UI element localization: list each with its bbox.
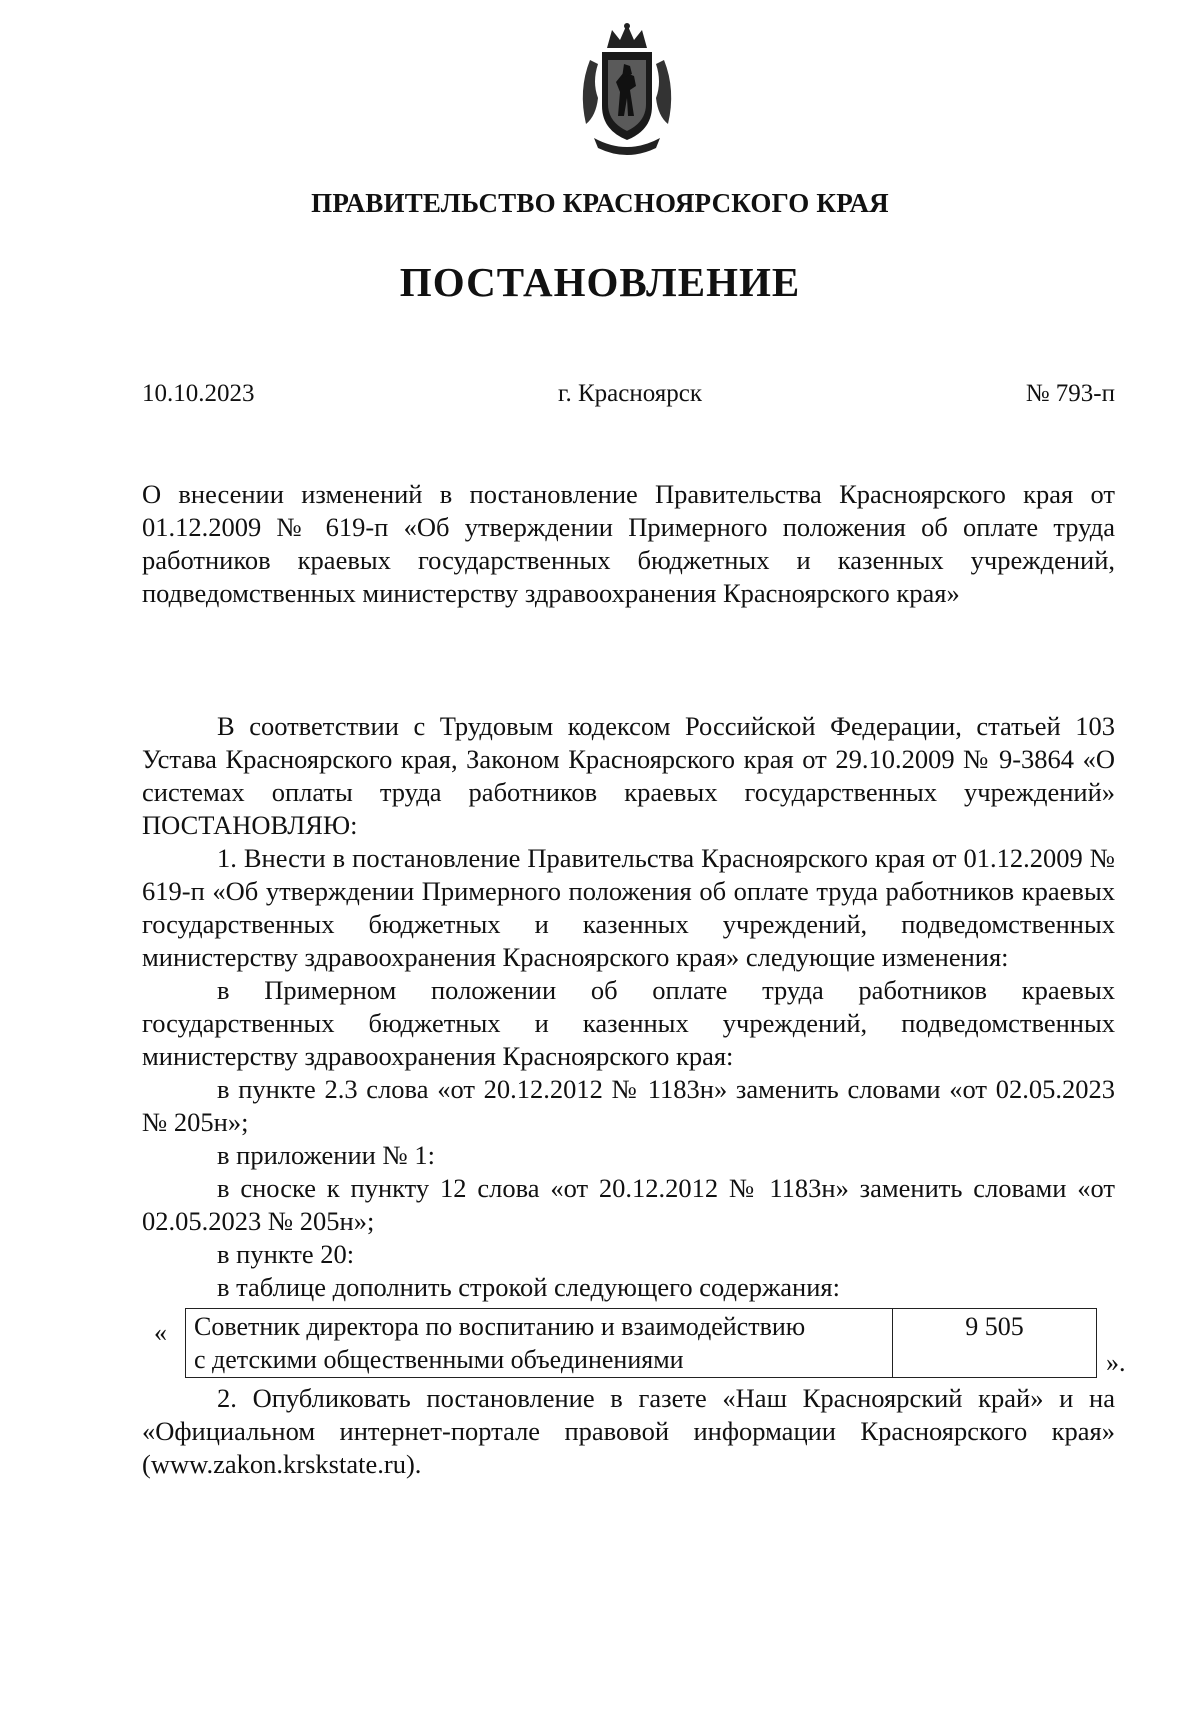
amendment-paragraph: в сноске к пункту 12 слова «от 20.12.2012 № 1183н» заменить словами «от 02.05.2023 № 205н»;	[142, 1173, 1115, 1236]
government-name: ПРАВИТЕЛЬСТВО КРАСНОЯРСКОГО КРАЯ	[311, 188, 889, 218]
item-1-paragraph: 1. Внести в постановление Правительства Красноярского края от 01.12.2009 № 619-п «Об утверждении Примерного положения об оплате труда работников краевых государственных бюджетных и казенных учреждений, подведомственных министерству здравоохранения Красноярского края» следующие изменения:	[142, 843, 1115, 972]
table-cell-value: 9 505	[893, 1309, 1097, 1378]
item-2-paragraph: 2. Опубликовать постановление в газете «Наш Красноярский край» и на «Официальном интернет-портале правовой информации Красноярского края» (www.zakon.krskstate.ru).	[142, 1383, 1115, 1479]
subject-text: О внесении изменений в постановление Правительства Красноярского края от 01.12.2009 № 619-п «Об утверждении Примерного положения об оплате труда работников краевых государственных бюджетных и казенных учреждений, подведомственных министерству здравоохранения Красноярского края»	[142, 479, 1115, 608]
amendment-paragraph: в пункте 20:	[217, 1239, 355, 1269]
quote-open-mark: «	[154, 1318, 167, 1347]
document-city: г. Красноярск	[558, 380, 702, 407]
table-row	[186, 1309, 1097, 1378]
table-cell-position	[186, 1309, 893, 1378]
preamble-paragraph: В соответствии с Трудовым кодексом Российской Федерации, статьей 103 Устава Красноярского края, Законом Красноярского края от 29.10.2009 № 9-3864 «О системах оплаты труда работников краевых государственных учреждений» ПОСТАНОВЛЯЮ:	[142, 711, 1115, 840]
quote-close-mark: ».	[1106, 1348, 1126, 1377]
inserted-table-block	[142, 1308, 1126, 1380]
amendment-paragraph: в пункте 2.3 слова «от 20.12.2012 № 1183н» заменить словами «от 02.05.2023 № 205н»;	[142, 1074, 1115, 1137]
position-line-2: с детскими общественными объединениями	[194, 1345, 684, 1374]
document-body	[142, 710, 1126, 1481]
document-date: 10.10.2023	[142, 380, 255, 407]
amendment-paragraph: в приложении № 1:	[217, 1140, 435, 1170]
inserted-table	[185, 1308, 1097, 1378]
amendment-paragraph: в Примерном положении об оплате труда работников краевых государственных бюджетных и казенных учреждений, подведомственных министерству здравоохранения Красноярского края:	[142, 975, 1115, 1071]
document-type-title: ПОСТАНОВЛЕНИЕ	[399, 259, 801, 305]
position-line-1: Советник директора по воспитанию и взаимодействию	[194, 1312, 806, 1341]
amendment-paragraph: в таблице дополнить строкой следующего содержания:	[217, 1272, 840, 1302]
krasnoyarsk-coat-of-arms-icon	[572, 20, 682, 160]
document-subject	[142, 478, 1115, 610]
document-number: № 793-п	[1025, 380, 1115, 407]
